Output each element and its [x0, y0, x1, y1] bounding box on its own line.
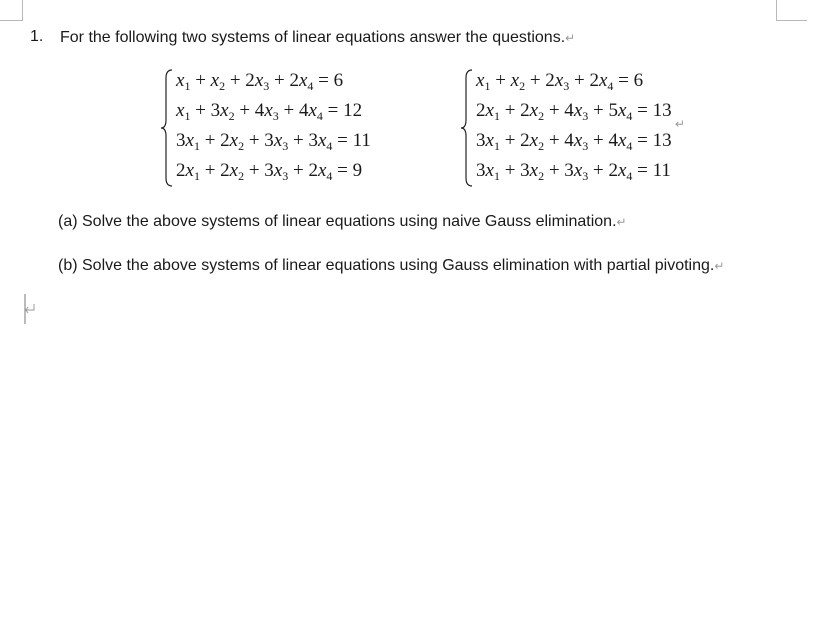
variable: x: [176, 100, 185, 121]
coefficient: 3: [476, 160, 486, 181]
variable: x: [317, 160, 327, 181]
question-number: 1.: [30, 28, 44, 45]
part-b: [58, 256, 724, 276]
variable-subscript: 2: [519, 79, 526, 93]
coefficient: + 4: [544, 100, 574, 121]
variable-subscript: 1: [193, 169, 200, 183]
variable: x: [254, 70, 264, 91]
left-brace-icon: [160, 68, 174, 188]
variable-subscript: 1: [493, 169, 500, 183]
coefficient: 2: [476, 100, 486, 121]
coefficient: + 3: [544, 160, 574, 181]
right-hand-side: = 9: [332, 160, 363, 181]
variable: x: [273, 160, 283, 181]
variable-subscript: 2: [538, 169, 545, 183]
variable: x: [554, 70, 564, 91]
variable-subscript: 4: [316, 109, 323, 123]
variable: x: [485, 160, 494, 181]
variable-subscript: 4: [626, 139, 633, 153]
variable: x: [529, 130, 539, 151]
coefficient: + 2: [225, 70, 255, 91]
variable: x: [510, 70, 520, 91]
right-hand-side: = 6: [613, 70, 644, 91]
crop-mark-top-left: [0, 0, 23, 21]
variable-subscript: 3: [282, 169, 289, 183]
equation-system-1: [160, 68, 400, 188]
variable: x: [529, 160, 539, 181]
coefficient: + 4: [588, 130, 618, 151]
coefficient: 3: [476, 130, 486, 151]
variable: x: [573, 130, 583, 151]
coefficient: + 5: [588, 100, 618, 121]
equation-row: [176, 70, 343, 92]
variable: x: [485, 130, 494, 151]
variable-subscript: 4: [607, 79, 614, 93]
variable: x: [220, 100, 229, 121]
variable: x: [485, 100, 494, 121]
right-hand-side: = 11: [632, 160, 671, 181]
variable-subscript: 4: [626, 109, 633, 123]
coefficient: +: [190, 70, 211, 91]
coefficient: + 2: [199, 160, 230, 181]
equation-system-2: [460, 68, 700, 188]
variable: x: [185, 130, 194, 151]
coefficient: + 3: [499, 160, 530, 181]
variable: x: [229, 160, 239, 181]
variable: x: [573, 100, 583, 121]
variable-subscript: 3: [272, 109, 279, 123]
coefficient: + 2: [588, 160, 618, 181]
variable: x: [298, 70, 308, 91]
variable-subscript: 2: [219, 79, 226, 93]
coefficient: 2: [176, 160, 186, 181]
paragraph-mark-icon: ↵: [675, 117, 686, 131]
variable-subscript: 3: [563, 79, 570, 93]
coefficient: + 4: [544, 130, 574, 151]
variable-subscript: 1: [184, 109, 191, 123]
variable-subscript: 2: [538, 139, 545, 153]
variable-subscript: 2: [538, 109, 545, 123]
variable: x: [176, 70, 185, 91]
right-hand-side: = 13: [632, 130, 672, 151]
equation-row: [476, 130, 672, 152]
variable: x: [317, 130, 327, 151]
variable-subscript: 3: [282, 139, 289, 153]
paragraph-mark-icon: ↵: [565, 31, 576, 45]
variable: x: [273, 130, 283, 151]
variable: x: [573, 160, 583, 181]
variable: x: [185, 160, 194, 181]
variable: x: [598, 70, 608, 91]
variable-subscript: 3: [263, 79, 270, 93]
variable: x: [617, 100, 627, 121]
equation-row: [176, 100, 362, 122]
variable: x: [210, 70, 220, 91]
coefficient: + 2: [569, 70, 599, 91]
variable-subscript: 4: [626, 169, 633, 183]
variable-subscript: 2: [228, 109, 235, 123]
left-brace-icon: [460, 68, 474, 188]
part-a: [58, 212, 627, 232]
coefficient: + 2: [199, 130, 230, 151]
right-hand-side: = 6: [313, 70, 344, 91]
variable-subscript: 3: [582, 139, 589, 153]
equation-row: [476, 70, 643, 92]
variable: x: [476, 70, 485, 91]
coefficient: + 2: [499, 130, 530, 151]
coefficient: + 3: [244, 130, 274, 151]
variable-subscript: 1: [184, 79, 191, 93]
crop-mark-top-right: [776, 0, 807, 21]
variable: x: [308, 100, 317, 121]
paragraph-mark-icon: ↵: [714, 259, 725, 273]
variable-subscript: 4: [307, 79, 314, 93]
variable-subscript: 1: [493, 139, 500, 153]
variable-subscript: 4: [326, 169, 333, 183]
variable-subscript: 2: [238, 169, 245, 183]
right-hand-side: = 12: [322, 100, 363, 121]
part-a-text: (a) Solve the above systems of linear equations using naive Gauss elimination.: [58, 213, 617, 230]
coefficient: +: [490, 70, 511, 91]
coefficient: + 3: [288, 130, 318, 151]
variable-subscript: 1: [484, 79, 491, 93]
equation-row: [176, 130, 371, 152]
variable-subscript: 4: [326, 139, 333, 153]
coefficient: + 2: [269, 70, 299, 91]
coefficient: + 3: [190, 100, 221, 121]
question-text-content: For the following two systems of linear equations answer the questions.: [60, 29, 566, 46]
right-hand-side: = 11: [332, 130, 371, 151]
equation-row: [476, 160, 671, 182]
variable: x: [264, 100, 273, 121]
variable-subscript: 3: [582, 169, 589, 183]
variable: x: [617, 130, 627, 151]
equation-row: [476, 100, 672, 122]
equation-row: [176, 160, 362, 182]
variable-subscript: 3: [582, 109, 589, 123]
coefficient: + 2: [525, 70, 555, 91]
paragraph-mark-icon: ↵: [616, 215, 627, 229]
variable: x: [229, 130, 239, 151]
variable-subscript: 1: [193, 139, 200, 153]
part-b-text: (b) Solve the above systems of linear equations using Gauss elimination with partial pivoting.: [58, 257, 715, 274]
question-text: [60, 28, 575, 48]
variable-subscript: 2: [238, 139, 245, 153]
variable: x: [529, 100, 539, 121]
right-hand-side: = 13: [632, 100, 672, 121]
coefficient: + 2: [499, 100, 530, 121]
coefficient: + 4: [234, 100, 265, 121]
variable: x: [617, 160, 627, 181]
text-cursor-paragraph-icon: [22, 294, 36, 324]
coefficient: + 4: [278, 100, 309, 121]
coefficient: + 2: [288, 160, 318, 181]
coefficient: 3: [176, 130, 186, 151]
variable-subscript: 1: [493, 109, 500, 123]
coefficient: + 3: [244, 160, 274, 181]
